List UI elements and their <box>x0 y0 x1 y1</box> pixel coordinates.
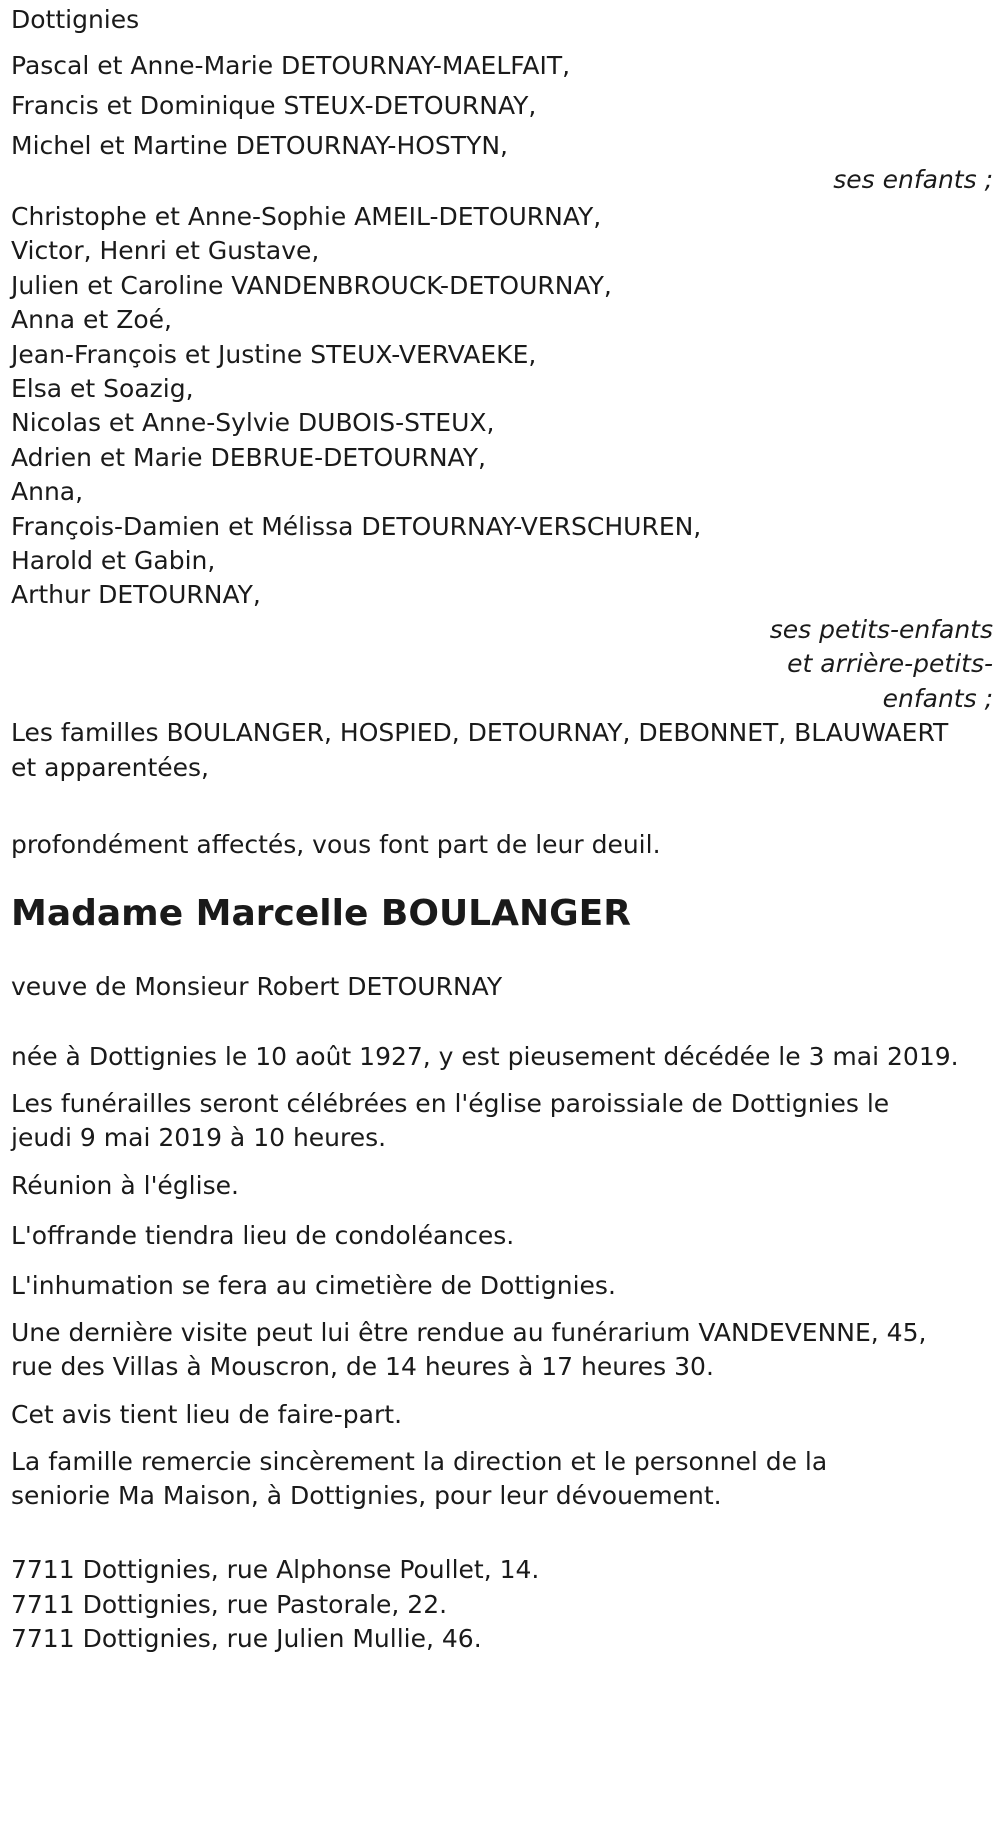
location-header: Dottignies <box>11 5 140 34</box>
announcement-text: profondément affectés, vous font part de leur deuil. <box>11 829 661 859</box>
meeting-line: Réunion à l'église. <box>11 1170 239 1200</box>
address-line: 7711 Dottignies, rue Alphonse Poullet, 14. <box>11 1555 540 1585</box>
children-list <box>11 46 993 166</box>
spacer <box>11 785 993 825</box>
families-line: et apparentées, <box>11 752 209 782</box>
grandchild-line: Anna, <box>11 477 84 507</box>
spacer <box>11 1007 993 1037</box>
funeral-line: Les funérailles seront célébrées en l'église paroissiale de Dottignies le <box>11 1088 890 1118</box>
children-role: ses enfants ; <box>833 165 993 194</box>
families-line: Les familles BOULANGER, HOSPIED, DETOURNAY, DEBONNET, BLAUWAERT <box>11 718 949 748</box>
notice-line: Cet avis tient lieu de faire-part. <box>11 1399 403 1429</box>
address-line: 7711 Dottignies, rue Julien Mullie, 46. <box>11 1624 482 1654</box>
birth-death-line: née à Dottignies le 10 août 1927, y est pieusement décédée le 3 mai 2019. <box>11 1041 959 1071</box>
funeral-text <box>11 1087 993 1156</box>
deceased-name: Madame Marcelle BOULANGER <box>11 892 631 934</box>
grandchildren-role-line: ses petits-enfants <box>769 614 993 644</box>
families-block <box>11 716 993 785</box>
thanks-line: La famille remercie sincèrement la direction et le personnel de la <box>11 1446 828 1476</box>
obituary-notice <box>11 0 993 1657</box>
burial-line: L'inhumation se fera au cimetière de Dottignies. <box>11 1270 616 1300</box>
offering-line: L'offrande tiendra lieu de condoléances. <box>11 1220 515 1250</box>
grandchild-line: François-Damien et Mélissa DETOURNAY-VERSCHUREN, <box>11 511 702 541</box>
grandchild-line: Harold et Gabin, <box>11 546 216 576</box>
grandchild-line: Victor, Henri et Gustave, <box>11 236 320 266</box>
addresses-block <box>11 1553 993 1656</box>
grandchild-line: Adrien et Marie DEBRUE-DETOURNAY, <box>11 442 486 472</box>
visit-line: rue des Villas à Mouscron, de 14 heures à 17 heures 30. <box>11 1352 714 1382</box>
grandchild-line: Christophe et Anne-Sophie AMEIL-DETOURNAY, <box>11 202 602 231</box>
grandchildren-role-line: et arrière-petits- <box>787 649 993 679</box>
grandchild-line: Elsa et Soazig, <box>11 374 194 404</box>
visit-line: Une dernière visite peut lui être rendue au funérarium VANDEVENNE, 45, <box>11 1317 927 1347</box>
visit-text <box>11 1316 993 1385</box>
offering-text <box>11 1216 993 1256</box>
grandchildren-list <box>11 200 993 613</box>
details-block <box>11 1037 993 1513</box>
grandchild-line: Arthur DETOURNAY, <box>11 580 261 610</box>
grandchild-line: Anna et Zoé, <box>11 305 172 335</box>
child-line: Pascal et Anne-Marie DETOURNAY-MAELFAIT, <box>11 51 571 80</box>
meeting-text <box>11 1166 993 1206</box>
grandchildren-role <box>11 613 993 716</box>
child-line: Michel et Martine DETOURNAY-HOSTYN, <box>11 131 508 160</box>
grandchild-line: Nicolas et Anne-Sylvie DUBOIS-STEUX, <box>11 408 495 438</box>
grandchild-line: Julien et Caroline VANDENBROUCK-DETOURNAY, <box>11 270 612 300</box>
spouse-text: veuve de Monsieur Robert DETOURNAY <box>11 971 503 1001</box>
funeral-line: jeudi 9 mai 2019 à 10 heures. <box>11 1123 387 1153</box>
thanks-line: seniorie Ma Maison, à Dottignies, pour leur dévouement. <box>11 1480 722 1510</box>
thanks-text <box>11 1445 993 1514</box>
grandchildren-role-line: enfants ; <box>882 683 993 713</box>
grandchild-line: Jean-François et Justine STEUX-VERVAEKE, <box>11 339 537 369</box>
address-line: 7711 Dottignies, rue Pastorale, 22. <box>11 1589 448 1619</box>
spacer <box>11 1523 993 1553</box>
notice-text <box>11 1395 993 1435</box>
birth-death-text <box>11 1037 993 1077</box>
burial-text <box>11 1266 993 1306</box>
child-line: Francis et Dominique STEUX-DETOURNAY, <box>11 91 537 120</box>
